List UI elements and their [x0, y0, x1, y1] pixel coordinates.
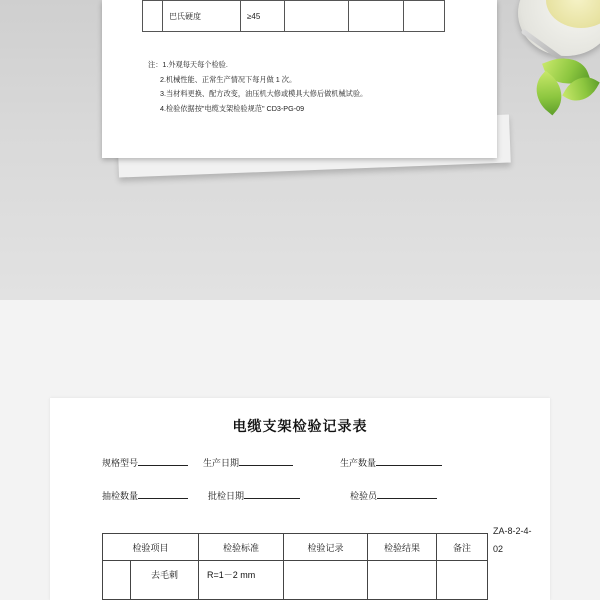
table-cell-item: 巴氏硬度	[163, 1, 241, 32]
standards-table-fragment	[142, 0, 445, 32]
table-cell-standard: R=1－2 mm	[199, 561, 284, 600]
table-cell	[285, 1, 349, 32]
header-inspection-record: 检验记录	[284, 534, 368, 561]
field-inspector	[350, 489, 437, 502]
table-cell	[349, 1, 404, 32]
blank-line	[138, 456, 188, 466]
blank-line	[244, 489, 300, 499]
table-cell-standard: ≥45	[241, 1, 285, 32]
field-label: 生产数量	[340, 458, 377, 468]
table-cell-result	[368, 561, 437, 600]
field-sample-qty	[102, 489, 188, 502]
table-cell-remark	[437, 561, 488, 600]
blank-line	[376, 456, 442, 466]
blank-line	[138, 489, 188, 499]
table-cell	[143, 1, 163, 32]
document-code	[493, 522, 532, 558]
tea-cup-decoration	[510, 0, 600, 130]
notes-block	[148, 58, 367, 116]
field-label: 生产日期	[203, 458, 240, 468]
inspection-table	[102, 533, 488, 600]
header-inspection-standard: 检验标准	[199, 534, 284, 561]
note-line: 4.检验依据按"电缆支架检验规范" CD3-PG-09	[160, 103, 305, 113]
table-cell-group	[103, 561, 131, 600]
document-title: 电缆支架检验记录表	[232, 418, 368, 434]
table-header-row	[103, 534, 488, 561]
table-cell	[404, 1, 445, 32]
field-production-qty	[340, 456, 442, 469]
field-model	[102, 456, 188, 469]
field-label: 检验员	[350, 491, 378, 501]
field-label: 抽检数量	[102, 491, 139, 501]
field-label: 规格型号	[102, 458, 139, 468]
blank-line	[239, 456, 293, 466]
field-batch-date	[208, 489, 300, 502]
document-code-line: 02	[493, 544, 504, 554]
document-code-line: ZA-8-2-4-	[493, 526, 532, 536]
header-remark: 备注	[437, 534, 488, 561]
field-label: 批检日期	[208, 491, 245, 501]
table-cell-item: 去毛刺	[131, 561, 199, 600]
header-inspection-item: 检验项目	[103, 534, 199, 561]
note-line: 注：1.外观每天每个检验.	[148, 60, 228, 69]
note-line: 3.当材料更换、配方改变，油压机大修或模具大修后做机械试验。	[160, 89, 368, 98]
blank-line	[377, 489, 437, 499]
field-production-date	[203, 456, 293, 469]
table-row	[103, 561, 488, 600]
table-cell-record	[284, 561, 368, 600]
note-line: 2.机械性能、正常生产情况下每月做 1 次。	[160, 74, 297, 84]
header-inspection-result: 检验结果	[368, 534, 437, 561]
